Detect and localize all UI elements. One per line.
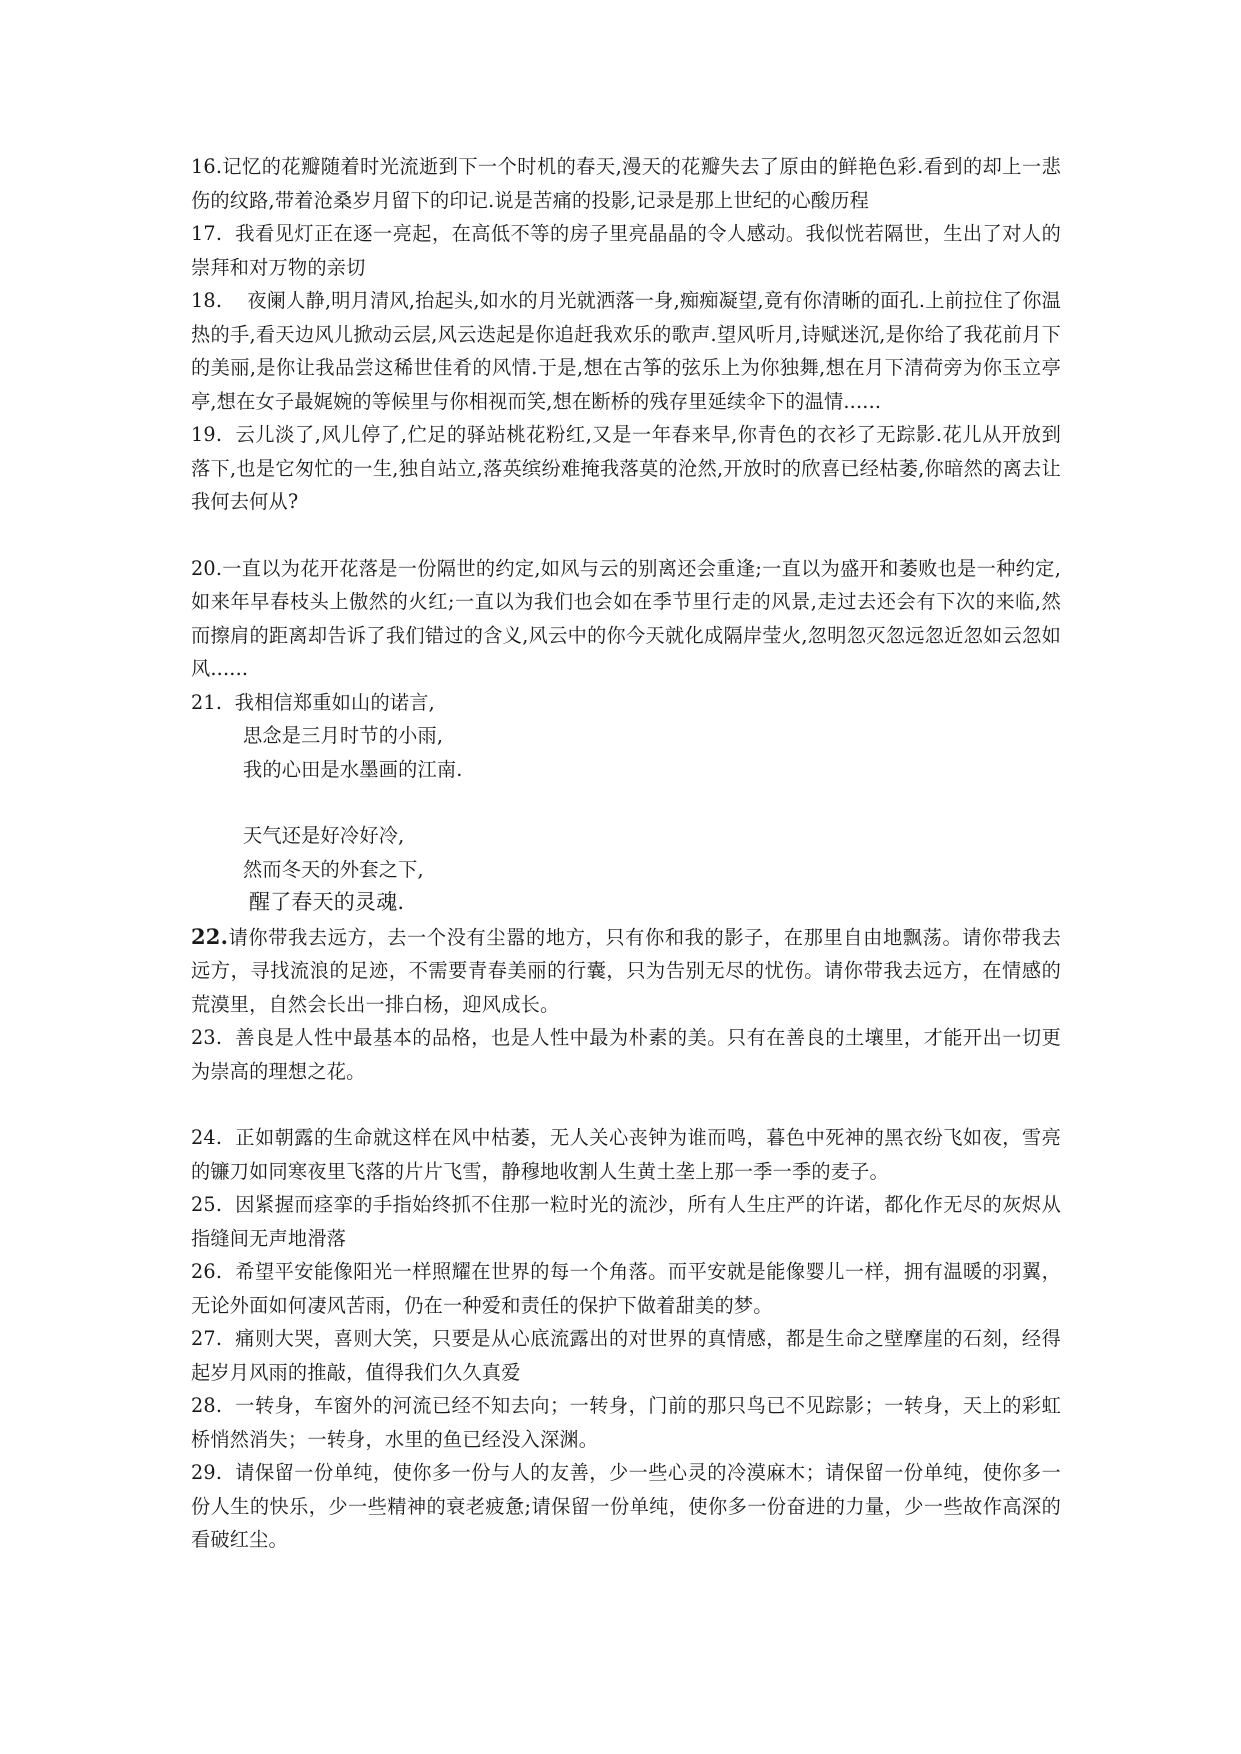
paragraph-number: 25. bbox=[191, 1193, 223, 1216]
paragraph-23 bbox=[191, 1021, 1061, 1088]
paragraph-26 bbox=[191, 1255, 1061, 1322]
paragraph-25 bbox=[191, 1188, 1061, 1255]
poem-line: 然而冬天的外套之下, bbox=[243, 857, 424, 881]
paragraph-text: 善良是人性中最基本的品格，也是人性中最为朴素的美。只有在善良的土壤里，才能开出一切更为崇高的理想之花。 bbox=[191, 1026, 1061, 1083]
paragraph-number: 29. bbox=[191, 1461, 223, 1484]
paragraph-28 bbox=[191, 1389, 1061, 1456]
paragraph-text: 云儿淡了,风儿停了,伫足的驿站桃花粉红,又是一年春来早,你青色的衣衫了无踪影.花儿从开放到落下,也是它匆忙的一生,独自站立,落英缤纷难掩我落莫的沧然,开放时的欣喜已经枯萎,你暗然的离去让我何去何从? bbox=[191, 423, 1061, 513]
paragraph-18 bbox=[191, 284, 1061, 418]
paragraph-text: 因紧握而痉挛的手指始终抓不住那一粒时光的流沙，所有人生庄严的许诺，都化作无尽的灰烬从指缝间无声地滑落 bbox=[191, 1193, 1061, 1250]
document-body bbox=[191, 150, 1061, 1557]
paragraph-number: 24. bbox=[191, 1126, 223, 1149]
poem-line: 我的心田是水墨画的江南. bbox=[243, 757, 463, 781]
paragraph-text: 我看见灯正在逐一亮起，在高低不等的房子里亮晶晶的令人感动。我似恍若隔世，生出了对人的崇拜和对万物的亲切 bbox=[191, 222, 1061, 279]
poem-line: 天气还是好冷好冷, bbox=[243, 824, 405, 847]
paragraph-number: 19. bbox=[191, 423, 223, 446]
paragraph-29 bbox=[191, 1456, 1061, 1557]
poem-line: 思念是三月时节的小雨, bbox=[243, 724, 444, 747]
paragraph-text: 夜阑人静,明月清风,抬起头,如水的月光就洒落一身,痴痴凝望,竟有你清晰的面孔.上前拉住了你温热的手,看天边风儿掀动云层,风云迭起是你追赶我欢乐的歌声.望风听月,诗赋迷沉,是你给了我花前月下的美丽,是你让我品尝这稀世佳肴的风情.于是,想在古筝的弦乐上为你独舞,想在月下清荷旁为你玉立亭亭,想在女子最娓婉的等候里与你相视而笑,想在断桥的残存里延续伞下的温情...... bbox=[191, 289, 1061, 413]
paragraph-27 bbox=[191, 1322, 1061, 1389]
paragraph-text: 请你带我去远方，去一个没有尘嚣的地方，只有你和我的影子，在那里自由地飘荡。请你带我去远方，寻找流浪的足迹，不需要青春美丽的行囊，只为告别无尽的忧伤。请你带我去远方，在情感的荒漠里，自然会长出一排白杨，迎风成长。 bbox=[191, 925, 1061, 1016]
paragraph-number: 23. bbox=[191, 1026, 223, 1049]
paragraph-number: 18. bbox=[191, 289, 223, 312]
poem-21-first-line bbox=[191, 686, 1061, 720]
paragraph-text: 正如朝露的生命就这样在风中枯萎，无人关心丧钟为谁而鸣，暮色中死神的黑衣纷飞如夜，雪亮的镰刀如同寒夜里飞落的片片飞雪，静穆地收割人生黄土垄上那一季一季的麦子。 bbox=[191, 1126, 1061, 1183]
paragraph-number: 16. bbox=[191, 155, 223, 178]
paragraph-16 bbox=[191, 150, 1061, 217]
paragraph-number: 22. bbox=[191, 923, 229, 949]
paragraph-24 bbox=[191, 1121, 1061, 1188]
poem-last-line: 醒了春天的灵魂. bbox=[249, 890, 405, 914]
paragraph-text: 一转身，车窗外的河流已经不知去向；一转身，门前的那只鸟已不见踪影；一转身，天上的彩虹桥悄然消失；一转身，水里的鱼已经没入深渊。 bbox=[191, 1394, 1061, 1451]
paragraph-number: 20. bbox=[191, 556, 223, 580]
paragraph-text: 希望平安能像阳光一样照耀在世界的每一个角落。而平安就是能像婴儿一样，拥有温暖的羽翼，无论外面如何凄风苦雨，仍在一种爱和责任的保护下做着甜美的梦。 bbox=[191, 1260, 1061, 1317]
paragraph-number: 17. bbox=[191, 222, 223, 245]
paragraph-17 bbox=[191, 217, 1061, 284]
paragraph-text: 记忆的花瓣随着时光流逝到下一个时机的春天,漫天的花瓣失去了原由的鲜艳色彩.看到的却上一悲伤的纹路,带着沧桑岁月留下的印记.说是苦痛的投影,记录是那上世纪的心酸历程 bbox=[191, 155, 1061, 212]
paragraph-20 bbox=[191, 552, 1061, 686]
paragraph-text: 痛则大哭，喜则大笑，只要是从心底流露出的对世界的真情感，都是生命之壁摩崖的石刻，经得起岁月风雨的推敲，值得我们久久真爱 bbox=[191, 1327, 1061, 1384]
paragraph-number: 26. bbox=[191, 1260, 223, 1283]
poem-line: 我相信郑重如山的诺言, bbox=[234, 690, 435, 714]
paragraph-text: 一直以为花开花落是一份隔世的约定,如风与云的别离还会重逢;一直以为盛开和萎败也是一种约定,如来年早春枝头上傲然的火红;一直以为我们也会如在季节里行走的风景,走过去还会有下次的来临,然而擦肩的距离却告诉了我们错过的含义,风云中的你今天就化成隔岸莹火,忽明忽灭忽远忽近忽如云忽如风...... bbox=[191, 556, 1061, 680]
paragraph-number: 28. bbox=[191, 1394, 223, 1417]
paragraph-number: 21. bbox=[191, 690, 223, 714]
paragraph-22 bbox=[191, 920, 1061, 1022]
paragraph-text: 请保留一份单纯，使你多一份与人的友善，少一些心灵的冷漠麻木；请保留一份单纯，使你多一份人生的快乐，少一些精神的衰老疲惫;请保留一份单纯，使你多一份奋进的力量，少一些故作高深的看破红尘。 bbox=[191, 1461, 1061, 1551]
paragraph-number: 27. bbox=[191, 1327, 223, 1350]
paragraph-19 bbox=[191, 418, 1061, 519]
